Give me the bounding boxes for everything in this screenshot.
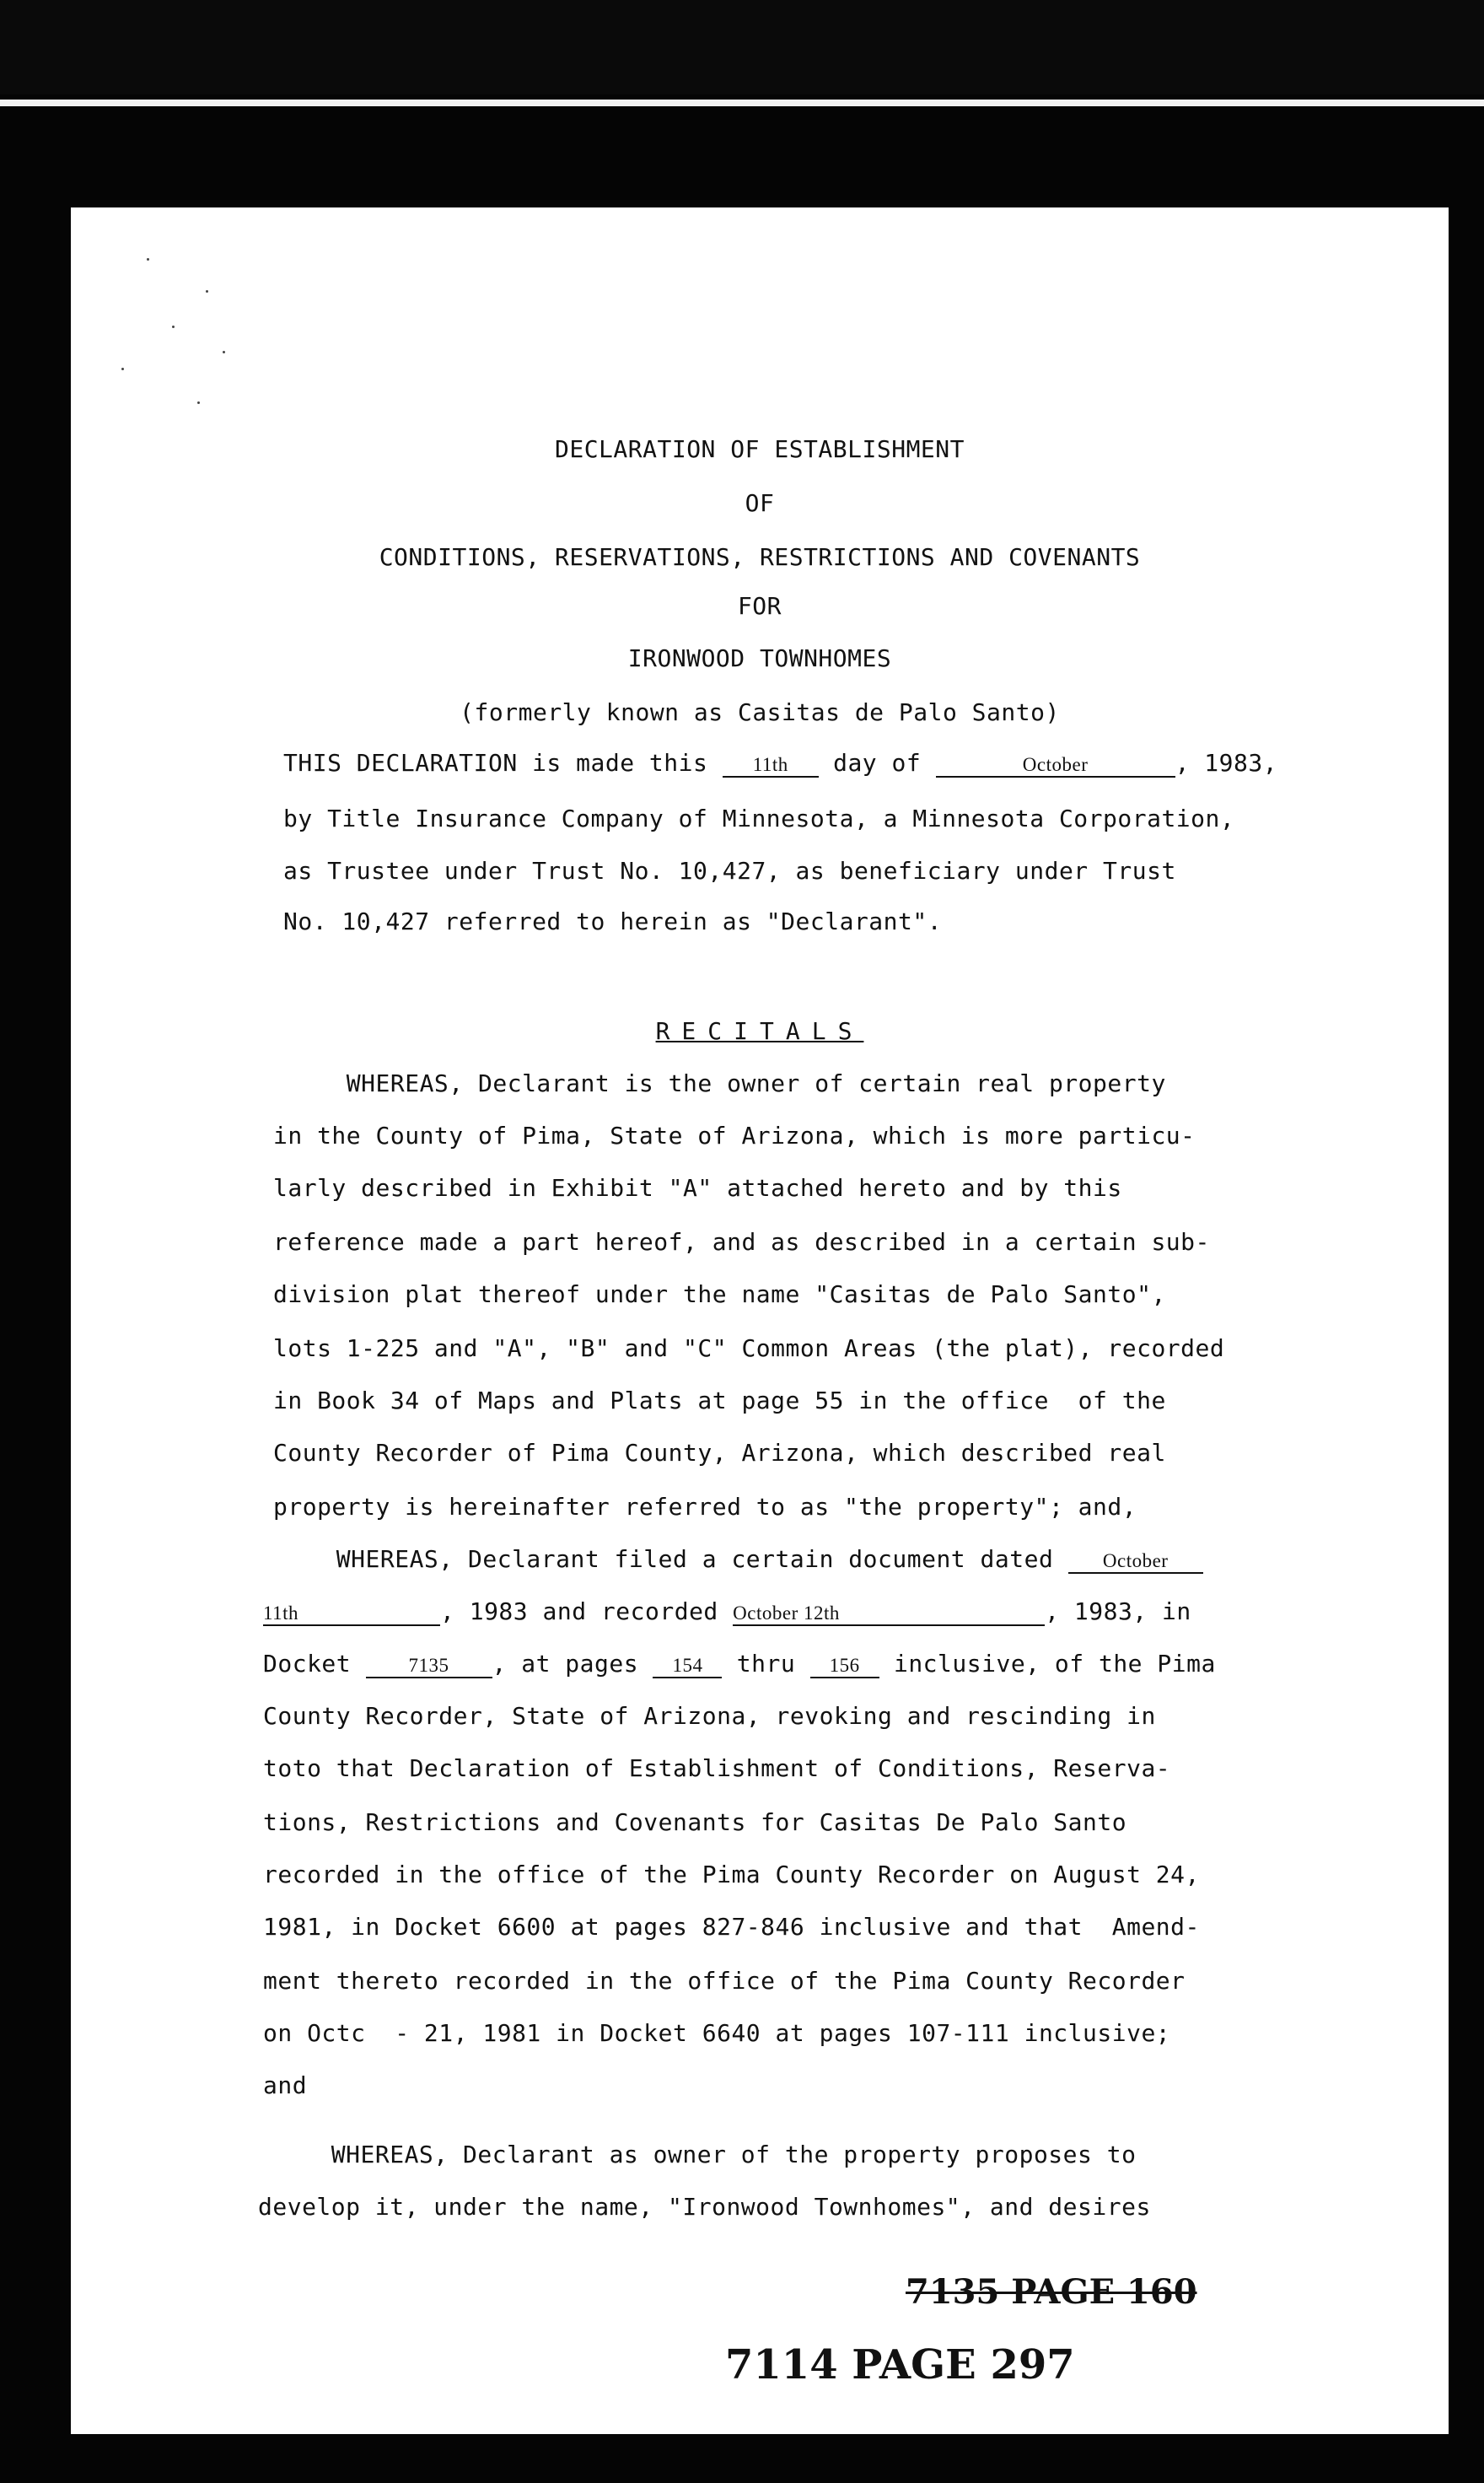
para2-text-c: , 1983, in [1045, 1597, 1191, 1625]
title-line-6: (formerly known as Casitas de Palo Santo) [460, 698, 1060, 726]
para2-text-g: inclusive, of the Pima [879, 1650, 1216, 1678]
scan-speck [172, 326, 175, 328]
intro-text-c: , 1983, [1175, 749, 1278, 777]
struck-docket-stamp: 7135 PAGE 160 [906, 2272, 1197, 2312]
para2-line-11: and [263, 2071, 308, 2099]
scan-speck [206, 290, 208, 293]
para2-line-8: 1981, in Docket 6600 at pages 827-846 inclusive and that Amend- [263, 1913, 1200, 1941]
para1-line-2: in the County of Pima, State of Arizona, which is more particu- [273, 1122, 1196, 1150]
para2-line-9: ment thereto recorded in the office of the Pima County Recorder [263, 1967, 1186, 1995]
docket-fill: 7135 [366, 1655, 492, 1678]
para2-line-2 [263, 1597, 1191, 1626]
para2-text-e: , at pages [492, 1650, 653, 1678]
para2-line-6: tions, Restrictions and Covenants for Casitas De Palo Santo [263, 1808, 1127, 1836]
title-line-5: IRONWOOD TOWNHOMES [627, 644, 892, 672]
day-fill: 11th [723, 754, 819, 778]
para3-line-1: WHEREAS, Declarant as owner of the property proposes to [258, 2141, 1137, 2168]
para2-line-10: on Octc - 21, 1981 in Docket 6640 at pages 107-111 inclusive; [263, 2019, 1171, 2047]
document-page [71, 207, 1449, 2434]
para1-line-9: property is hereinafter referred to as "the property"; and, [273, 1493, 1137, 1521]
para3-line-2: develop it, under the name, "Ironwood Townhomes", and desires [258, 2193, 1151, 2221]
scan-speck [223, 351, 225, 353]
para1-line-8: County Recorder of Pima County, Arizona, which described real [273, 1439, 1166, 1467]
title-line-2: OF [745, 489, 775, 517]
title-line-4: FOR [737, 592, 782, 620]
doc-date-day-fill: 11th [263, 1602, 440, 1626]
page-start-fill: 154 [653, 1655, 722, 1678]
scan-speck [147, 258, 149, 261]
para1-line-7: in Book 34 of Maps and Plats at page 55 in the office of the [273, 1387, 1166, 1414]
para1-line-4: reference made a part hereof, and as described in a certain sub- [273, 1228, 1210, 1256]
para2-line-3 [263, 1650, 1216, 1678]
para2-text-b: , 1983 and recorded [440, 1597, 734, 1625]
doc-date-month-fill: October [1068, 1550, 1203, 1574]
para2-line-4: County Recorder, State of Arizona, revoking and rescinding in [263, 1702, 1156, 1730]
para1-line-5: division plat thereof under the name "Casitas de Palo Santo", [273, 1280, 1166, 1308]
intro-text-b: day of [818, 749, 936, 777]
scan-speck [197, 401, 200, 404]
month-fill: October [936, 754, 1175, 778]
para2-line-1-visible [263, 1545, 1203, 1574]
page-end-fill: 156 [810, 1655, 879, 1678]
intro-line-3: as Trustee under Trust No. 10,427, as beneficiary under Trust [283, 857, 1176, 885]
scan-top-line [0, 100, 1484, 106]
para2-text-f: thru [722, 1650, 810, 1678]
para2-line-5: toto that Declaration of Establishment of Conditions, Reserva- [263, 1754, 1171, 1782]
title-line-3: CONDITIONS, RESERVATIONS, RESTRICTIONS AND COVENANTS [379, 543, 1141, 571]
intro-line-1 [283, 749, 1277, 778]
scan-speck [121, 368, 124, 370]
para1-line-1: WHEREAS, Declarant is the owner of certain real property [273, 1069, 1166, 1097]
para1-line-3: larly described in Exhibit "A" attached hereto and by this [273, 1174, 1122, 1202]
scan-top-band [0, 0, 1484, 94]
intro-line-4: No. 10,427 referred to herein as "Declarant". [283, 908, 943, 935]
recorded-date-fill: October 12th [733, 1602, 1045, 1626]
docket-page-stamp: 7114 PAGE 297 [725, 2341, 1075, 2389]
recitals-heading: RECITALS [655, 1017, 864, 1045]
intro-text-a: THIS DECLARATION is made this [283, 749, 723, 777]
para2-line-7: recorded in the office of the Pima County Recorder on August 24, [263, 1861, 1200, 1888]
para2-text-a: WHEREAS, Declarant filed a certain document dated [263, 1545, 1068, 1573]
para2-text-d: Docket [263, 1650, 366, 1678]
para1-line-6: lots 1-225 and "A", "B" and "C" Common Areas (the plat), recorded [273, 1334, 1225, 1362]
title-line-1: DECLARATION OF ESTABLISHMENT [554, 435, 965, 463]
intro-line-2: by Title Insurance Company of Minnesota, a Minnesota Corporation, [283, 805, 1235, 832]
